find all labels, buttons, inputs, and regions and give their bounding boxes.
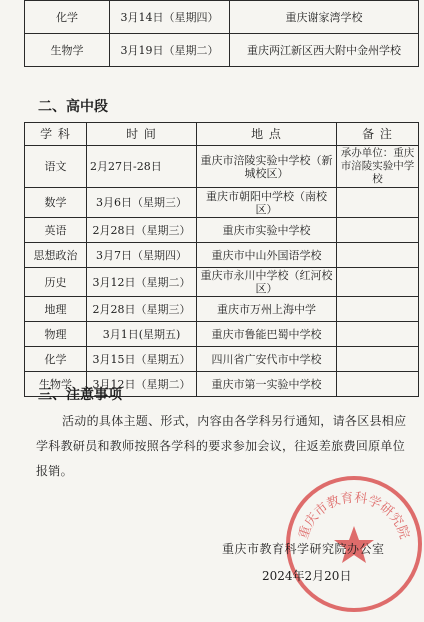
subject-cell: 英语: [25, 218, 87, 243]
time-cell: 3月14日（星期四）: [110, 1, 230, 34]
place-cell: 重庆市第一实验中学校: [197, 372, 337, 397]
place-cell: 重庆两江新区西大附中金州学校: [230, 34, 419, 67]
table-row: [25, 243, 419, 268]
time-cell: 2月27日-28日: [87, 146, 197, 188]
time-cell: 3月12日（星期二）: [87, 372, 197, 397]
time-cell: 3月1日(星期五): [87, 322, 197, 347]
place-cell: 四川省广安代市中学校: [197, 347, 337, 372]
place-cell: 重庆市万州上海中学: [197, 297, 337, 322]
subject-cell: 生物学: [25, 372, 87, 397]
column-header-subject: 学 科: [25, 123, 87, 146]
signature-organization: 重庆市教育科学研究院办公室: [222, 542, 385, 556]
note-cell: [337, 268, 419, 297]
time-cell: 3月19日（星期二）: [110, 34, 230, 67]
table-row: [25, 322, 419, 347]
subject-cell: 思想政治: [25, 243, 87, 268]
place-cell: 重庆市鲁能巴蜀中学校: [197, 322, 337, 347]
subject-cell: 化学: [25, 1, 110, 34]
time-cell: 3月15日（星期五）: [87, 347, 197, 372]
note-cell: [337, 347, 419, 372]
seal-text: 重庆市教育科学研究院: [296, 490, 412, 542]
time-cell: 2月28日（星期三）: [87, 297, 197, 322]
table-row: [25, 218, 419, 243]
place-cell: 重庆市朝阳中学校（南校区）: [197, 188, 337, 218]
place-cell: 重庆市实验中学校: [197, 218, 337, 243]
subject-cell: 生物学: [25, 34, 110, 67]
subject-cell: 地理: [25, 297, 87, 322]
table-row: [25, 1, 419, 34]
table-row: [25, 146, 419, 188]
note-cell: [337, 188, 419, 218]
column-header-time: 时 间: [87, 123, 197, 146]
subject-cell: 数学: [25, 188, 87, 218]
table-row: [25, 297, 419, 322]
table-row: [25, 34, 419, 67]
place-cell: 重庆谢家湾学校: [230, 1, 419, 34]
table-row: [25, 188, 419, 218]
section-heading: 三、注意事项: [38, 387, 122, 403]
column-header-place: 地 点: [197, 123, 337, 146]
table-row: [25, 347, 419, 372]
subject-cell: 化学: [25, 347, 87, 372]
place-cell: 重庆市中山外国语学校: [197, 243, 337, 268]
note-cell: [337, 243, 419, 268]
signature-date: 2024年2月20日: [262, 569, 352, 583]
time-cell: 3月7日（星期四）: [87, 243, 197, 268]
subject-cell: 物理: [25, 322, 87, 347]
time-cell: 3月12日（星期二）: [87, 268, 197, 297]
table-header-row: [25, 123, 419, 146]
note-cell: [337, 372, 419, 397]
time-cell: 3月6日（星期三）: [87, 188, 197, 218]
subject-cell: 历史: [25, 268, 87, 297]
column-header-note: 备 注: [337, 123, 419, 146]
senior-schedule-table: [24, 122, 419, 397]
table-row: [25, 268, 419, 297]
note-cell: 承办单位：重庆市涪陵实验中学校: [337, 146, 419, 188]
place-cell: 重庆市涪陵实验中学校（新城校区）: [197, 146, 337, 188]
note-cell: [337, 322, 419, 347]
junior-schedule-table: [24, 0, 419, 67]
notice-paragraph: 活动的具体主题、形式，内容由各学科另行通知，请各区县相应学科教研员和教师按照各学科的要求参加会议，往返差旅费回原单位报销。: [36, 414, 407, 478]
place-cell: 重庆市永川中学校（红河校区）: [197, 268, 337, 297]
subject-cell: 语文: [25, 146, 87, 188]
note-cell: [337, 218, 419, 243]
note-cell: [337, 297, 419, 322]
time-cell: 2月28日（星期三）: [87, 218, 197, 243]
section-heading: 二、高中段: [38, 99, 108, 115]
